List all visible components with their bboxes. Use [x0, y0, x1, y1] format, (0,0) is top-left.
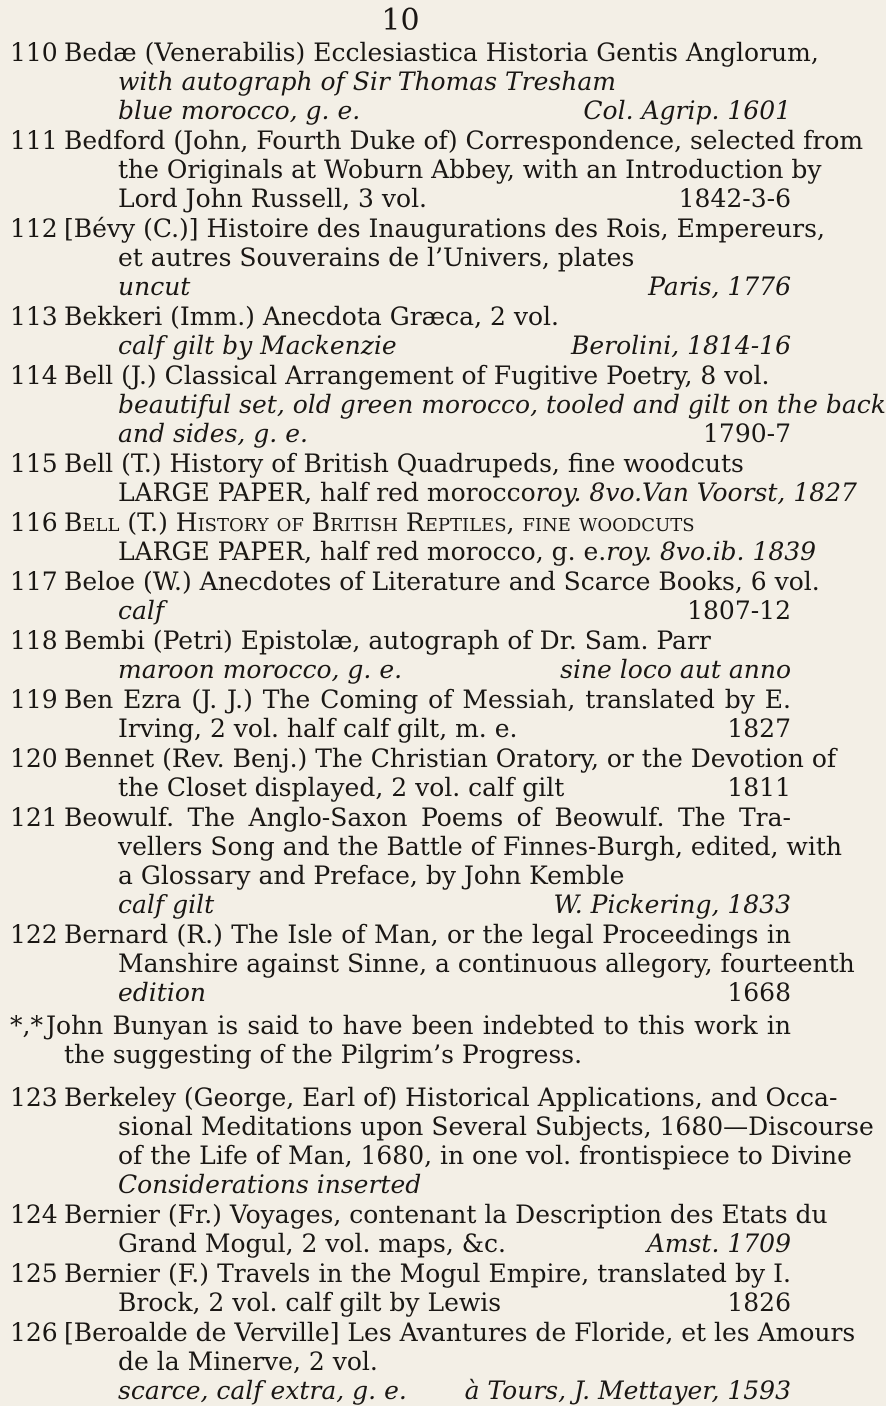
entry-format: roy. 8vo. [606, 537, 713, 566]
entry-detail: sional Meditations upon Several Subjects, 1680—Discourse [118, 1112, 874, 1141]
lot-number: 125 [10, 1259, 58, 1288]
lot-number: 123 [10, 1083, 58, 1112]
entry-imprint: 1807-12 [687, 596, 791, 625]
entry-title: Bell (T.) History of British Quadrupeds, fine woodcuts [64, 449, 744, 478]
catalogue-entry [0, 1318, 856, 1405]
entry-imprint: 1811 [727, 773, 791, 802]
entry-title: Bedford (John, Fourth Duke of) Correspondence, selected from [64, 126, 864, 155]
entry-detail: a Glossary and Preface, by John Kemble [118, 861, 625, 890]
catalogue-entry [0, 1083, 874, 1199]
entry-imprint: Col. Agrip. 1601 [583, 96, 791, 125]
lot-number: 116 [10, 508, 58, 537]
entry-imprint: à Tours, J. Mettayer, 1593 [464, 1376, 791, 1405]
lot-number: 120 [10, 744, 58, 773]
entry-imprint: 1827 [727, 714, 791, 743]
entry-title: Beloe (W.) Anecdotes of Literature and Scarce Books, 6 vol. [64, 567, 820, 596]
entry-binding: blue morocco, g. e. [118, 96, 361, 125]
lot-number: 115 [10, 449, 58, 478]
catalogue-entry [0, 744, 837, 802]
entry-title: Bell (T.) History of British Reptiles, fine woodcuts [64, 508, 695, 537]
lot-number: 119 [10, 685, 58, 714]
entry-detail: the Closet displayed, 2 vol. calf gilt [118, 773, 565, 802]
lot-number: 126 [10, 1318, 58, 1347]
catalogue-entry [0, 626, 801, 684]
entry-binding: and sides, g. e. [118, 419, 308, 448]
catalogue-entries [0, 38, 886, 1406]
entry-binding: beautiful set, old green morocco, tooled and gilt on the back [118, 390, 886, 419]
entry-detail: Grand Mogul, 2 vol. maps, &c. [118, 1229, 506, 1258]
catalogue-entry [0, 803, 842, 919]
entry-title: Bernier (Fr.) Voyages, contenant la Description des Etats du [64, 1200, 828, 1229]
entry-detail: vellers Song and the Battle of Finnes-Burgh, edited, with [118, 832, 842, 861]
entry-detail: the Originals at Woburn Abbey, with an Introduction by [118, 155, 822, 184]
entry-detail: Irving, 2 vol. half calf gilt, m. e. [118, 714, 518, 743]
entry-imprint: sine loco aut anno [560, 655, 791, 684]
entry-binding: calf gilt by Mackenzie [118, 331, 397, 360]
lot-number: 122 [10, 920, 58, 949]
entry-title: [Bévy (C.)] Histoire des Inaugurations des Rois, Empereurs, [64, 214, 825, 243]
entry-binding: calf [118, 596, 165, 625]
note-text: John Bunyan is said to have been indebted to this work in [46, 1011, 791, 1040]
catalogue-entry [0, 214, 825, 301]
entry-imprint: Paris, 1776 [648, 272, 791, 301]
entry-title: Bernier (F.) Travels in the Mogul Empire, translated by I. [64, 1259, 791, 1288]
catalogue-entry [0, 449, 857, 507]
lot-number: 112 [10, 214, 58, 243]
catalogue-entry [0, 1259, 801, 1317]
entry-imprint: ib. 1839 [712, 537, 817, 566]
lot-number: 114 [10, 361, 58, 390]
entry-title: Beowulf. The Anglo-Saxon Poems of Beowulf. The Tra- [64, 803, 791, 832]
entry-binding: LARGE PAPER, half red morocco, g. e. [118, 537, 607, 566]
page-number: 10 [381, 3, 420, 38]
note-mark: *,* [10, 1011, 43, 1040]
note-text: the suggesting of the Pilgrim’s Progress. [64, 1040, 583, 1069]
entry-imprint: 1790-7 [703, 419, 791, 448]
entry-title: Bernard (R.) The Isle of Man, or the legal Proceedings in [64, 920, 791, 949]
lot-number: 113 [10, 302, 58, 331]
lot-number: 117 [10, 567, 58, 596]
catalogue-entry [0, 567, 820, 625]
entry-detail: Manshire against Sinne, a continuous allegory, fourteenth [118, 949, 855, 978]
entry-binding: maroon morocco, g. e. [118, 655, 403, 684]
lot-number: 121 [10, 803, 58, 832]
entry-title: [Beroalde de Verville] Les Avantures de Floride, et les Amours [64, 1318, 856, 1347]
entry-imprint: Berolini, 1814-16 [570, 331, 791, 360]
entry-binding: uncut [118, 272, 191, 301]
entry-binding: scarce, calf extra, g. e. [118, 1376, 407, 1405]
entry-imprint: 1842-3-6 [678, 184, 791, 213]
catalogue-entry [0, 685, 801, 743]
lot-number: 124 [10, 1200, 58, 1229]
catalogue-entry [0, 302, 801, 360]
catalogue-entry [0, 126, 864, 213]
entry-title: Ben Ezra (J. J.) The Coming of Messiah, translated by E. [64, 685, 791, 714]
catalogue-entry [0, 361, 886, 448]
entry-detail: et autres Souverains de l’Univers, plates [118, 243, 635, 272]
entry-imprint: 1668 [727, 978, 791, 1007]
entry-format: roy. 8vo. [535, 478, 643, 507]
entry-detail: Considerations inserted [118, 1170, 422, 1199]
catalogue-entry [0, 1200, 828, 1258]
entry-imprint: 1826 [727, 1288, 791, 1317]
entry-binding: calf gilt [118, 890, 215, 919]
entry-imprint: Van Voorst, 1827 [642, 478, 857, 507]
catalogue-entry [0, 920, 855, 1007]
entry-binding: LARGE PAPER, half red morocco [118, 478, 536, 507]
entry-detail: edition [118, 978, 206, 1007]
lot-number: 111 [10, 126, 58, 155]
entry-detail: with autograph of Sir Thomas Tresham [118, 67, 616, 96]
entry-detail: Brock, 2 vol. calf gilt by Lewis [118, 1288, 502, 1317]
catalogue-entry [0, 38, 819, 125]
entry-imprint: W. Pickering, 1833 [553, 890, 791, 919]
entry-title: Bekkeri (Imm.) Anecdota Græca, 2 vol. [64, 302, 559, 331]
entry-title: Bedæ (Venerabilis) Ecclesiastica Historia Gentis Anglorum, [64, 38, 819, 67]
entry-imprint: Amst. 1709 [646, 1229, 791, 1258]
entry-title: Berkeley (George, Earl of) Historical Applications, and Occa- [64, 1083, 838, 1112]
catalogue-entry [0, 508, 817, 566]
entry-detail: Lord John Russell, 3 vol. [118, 184, 428, 213]
catalogue-note [0, 1011, 801, 1069]
entry-detail: of the Life of Man, 1680, in one vol. frontispiece to Divine [118, 1141, 852, 1170]
entry-title: Bembi (Petri) Epistolæ, autograph of Dr. Sam. Parr [64, 626, 711, 655]
lot-number: 118 [10, 626, 58, 655]
entry-title: Bennet (Rev. Benj.) The Christian Oratory, or the Devotion of [64, 744, 837, 773]
entry-title: Bell (J.) Classical Arrangement of Fugitive Poetry, 8 vol. [64, 361, 770, 390]
entry-detail: de la Minerve, 2 vol. [118, 1347, 378, 1376]
lot-number: 110 [10, 38, 58, 67]
